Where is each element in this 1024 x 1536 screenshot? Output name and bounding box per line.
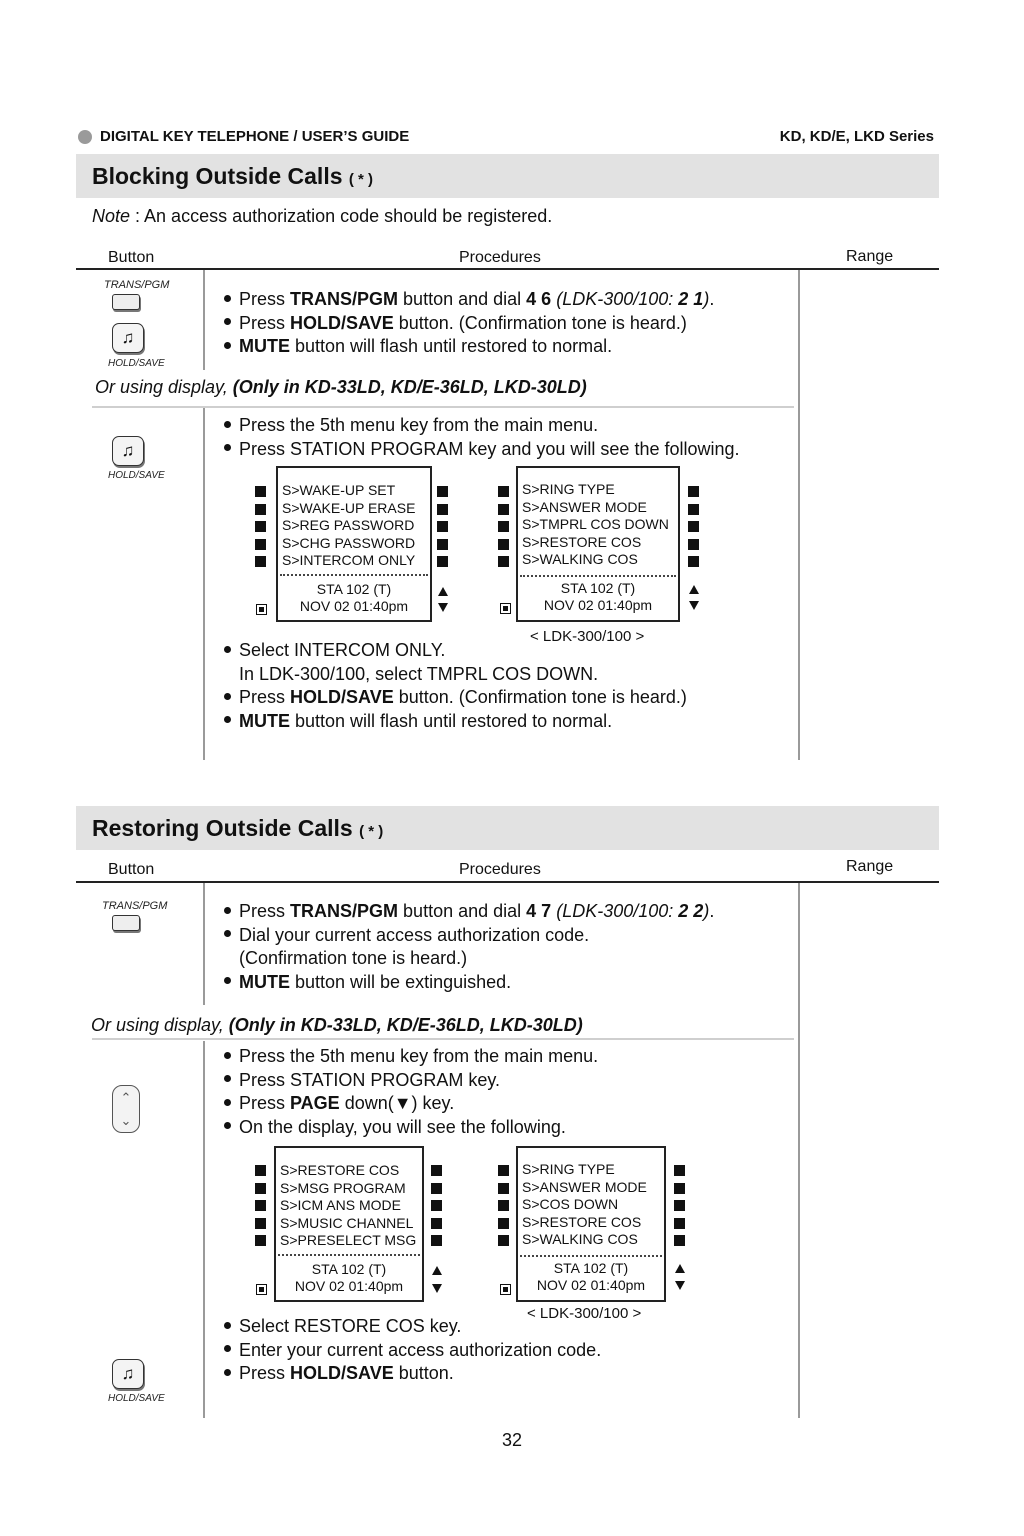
menu-key-icon	[498, 521, 509, 532]
scroll-up-icon	[689, 585, 699, 594]
lcd-line: S>ICM ANS MODE	[280, 1197, 401, 1214]
menu-key-icon	[431, 1183, 442, 1194]
trans-pgm-key-icon	[112, 294, 140, 310]
menu-keys-left	[498, 1165, 509, 1246]
lcd-display-ldk	[516, 466, 680, 622]
scroll-down-icon	[438, 603, 448, 612]
column-divider	[798, 883, 800, 1418]
lcd-display	[276, 466, 432, 622]
menu-key-icon	[674, 1165, 685, 1176]
step-item: Press PAGE down(▼) key.	[224, 1092, 598, 1116]
step-item: Enter your current access authorization code.	[224, 1339, 601, 1363]
step-item-note: (Confirmation tone is heard.)	[239, 948, 468, 968]
step-item: Press HOLD/SAVE button. (Confirmation tone is heard.)	[224, 686, 687, 710]
lcd-line: S>WALKING COS	[522, 551, 638, 568]
page-number: 32	[501, 1430, 523, 1450]
lcd-datetime: NOV 02 01:40pm	[536, 1276, 646, 1293]
procedure-steps	[224, 1315, 601, 1386]
step-item: Press the 5th menu key from the main menu.	[224, 1045, 598, 1069]
column-divider	[203, 1041, 205, 1418]
menu-key-icon	[431, 1218, 442, 1229]
lcd-line: S>RESTORE COS	[522, 533, 642, 550]
lcd-status: STA 102 (T)	[553, 1259, 629, 1276]
step-item: Press TRANS/PGM button and dial 4 6 (LDK-300/100: 2 1).	[224, 288, 714, 312]
lcd-display	[274, 1146, 424, 1302]
mode-key-icon	[500, 603, 511, 614]
menu-key-icon	[674, 1235, 685, 1246]
lcd-datetime: NOV 02 01:40pm	[299, 597, 409, 614]
trans-pgm-key-icon	[112, 915, 140, 931]
menu-key-icon	[688, 539, 699, 550]
step-item: Select INTERCOM ONLY.	[224, 639, 687, 663]
series-label: KD, KD/E, LKD Series	[779, 128, 934, 145]
step-item: Select RESTORE COS key.	[224, 1315, 601, 1339]
procedure-steps	[224, 900, 714, 994]
menu-key-icon	[255, 1218, 266, 1229]
menu-key-icon	[255, 556, 266, 567]
lcd-line: S>ANSWER MODE	[522, 498, 647, 515]
bullet-circle-icon	[78, 130, 92, 144]
menu-key-icon	[255, 1165, 266, 1176]
menu-keys-left	[255, 1165, 266, 1246]
step-item: MUTE button will flash until restored to normal.	[224, 335, 714, 359]
procedure-steps	[224, 288, 714, 359]
menu-key-icon	[437, 556, 448, 567]
menu-key-icon	[255, 521, 266, 532]
mode-key-icon	[500, 1284, 511, 1295]
hold-save-key-label: HOLD/SAVE	[108, 1393, 165, 1404]
menu-keys-left	[498, 486, 509, 567]
menu-key-icon	[498, 1200, 509, 1211]
lcd-status: STA 102 (T)	[316, 580, 392, 597]
lcd-status: STA 102 (T)	[311, 1260, 387, 1277]
lcd-line: S>WAKE-UP SET	[282, 482, 396, 498]
lcd-line: S>ANSWER MODE	[522, 1178, 647, 1195]
menu-key-icon	[688, 504, 699, 515]
procedure-steps	[224, 414, 740, 461]
lcd-line: S>WAKE-UP ERASE	[282, 499, 416, 516]
menu-key-icon	[255, 1200, 266, 1211]
column-header-range: Range	[846, 858, 894, 875]
note: Note : An access authorization code should be registered.	[92, 206, 553, 226]
lcd-line: S>PRESELECT MSG	[280, 1232, 417, 1249]
lcd-line: S>MSG PROGRAM	[280, 1179, 406, 1196]
menu-key-icon	[437, 539, 448, 550]
menu-keys-right	[688, 486, 699, 567]
lcd-line: S>RESTORE COS	[522, 1213, 642, 1230]
step-item: Press STATION PROGRAM key.	[224, 1069, 598, 1093]
lcd-line: S>RING TYPE	[522, 1161, 615, 1177]
mode-key-icon	[256, 1284, 267, 1295]
column-divider	[203, 883, 205, 1005]
menu-key-icon	[437, 504, 448, 515]
menu-key-icon	[498, 539, 509, 550]
menu-key-icon	[688, 486, 699, 497]
lcd-line: S>TMPRL COS DOWN	[522, 516, 669, 533]
lcd-line: S>CHG PASSWORD	[282, 534, 416, 551]
hold-save-key-label: HOLD/SAVE	[108, 358, 165, 369]
menu-key-icon	[255, 486, 266, 497]
menu-key-icon	[688, 521, 699, 532]
step-item: Press HOLD/SAVE button.	[224, 1362, 601, 1386]
menu-key-icon	[498, 486, 509, 497]
page-key-icon: ⌃ ⌄	[112, 1085, 140, 1133]
lcd-status: STA 102 (T)	[560, 579, 636, 596]
lcd-datetime: NOV 02 01:40pm	[294, 1277, 404, 1294]
trans-pgm-key-label: TRANS/PGM	[104, 279, 170, 291]
scroll-down-icon	[689, 601, 699, 610]
lcd-datetime: NOV 02 01:40pm	[543, 596, 653, 613]
subsection-rule	[92, 406, 794, 408]
menu-key-icon	[498, 504, 509, 515]
step-item: Press the 5th menu key from the main menu.	[224, 414, 740, 438]
scroll-down-icon	[432, 1284, 442, 1293]
section-title-restoring: Restoring Outside Calls ( * )	[92, 815, 384, 841]
scroll-up-icon	[432, 1266, 442, 1275]
subsection-rule	[92, 1038, 794, 1040]
menu-key-icon	[437, 521, 448, 532]
menu-key-icon	[688, 556, 699, 567]
lcd-line: S>COS DOWN	[522, 1196, 619, 1213]
hold-save-key-icon: ♫	[112, 1359, 144, 1389]
section-title-blocking: Blocking Outside Calls ( * )	[92, 163, 374, 189]
step-item: Press STATION PROGRAM key and you will see the following.	[224, 438, 740, 462]
scroll-down-icon	[675, 1281, 685, 1290]
column-divider	[203, 270, 205, 370]
column-header-range: Range	[846, 248, 894, 265]
lcd-display-ldk	[516, 1146, 666, 1302]
step-item: Press TRANS/PGM button and dial 4 7 (LDK-300/100: 2 2).	[224, 900, 714, 924]
mode-key-icon	[256, 604, 267, 615]
column-header-procedures: Procedures	[459, 249, 541, 266]
menu-key-icon	[255, 539, 266, 550]
menu-key-icon	[498, 556, 509, 567]
menu-key-icon	[674, 1200, 685, 1211]
procedure-steps	[224, 639, 687, 733]
menu-key-icon	[255, 504, 266, 515]
table-header-rule	[76, 268, 939, 270]
guide-header	[78, 128, 409, 145]
lcd-line: S>RING TYPE	[522, 481, 615, 497]
trans-pgm-key-label: TRANS/PGM	[102, 900, 168, 912]
menu-key-icon	[498, 1183, 509, 1194]
column-header-button: Button	[108, 861, 155, 878]
or-using-display: Or using display, (Only in KD-33LD, KD/E-36LD, LKD-30LD)	[95, 377, 587, 397]
guide-title: DIGITAL KEY TELEPHONE / USER’S GUIDE	[100, 128, 410, 145]
step-item: MUTE button will flash until restored to normal.	[224, 710, 687, 734]
column-divider	[798, 270, 800, 760]
lcd-line: S>INTERCOM ONLY	[282, 552, 416, 569]
column-divider	[203, 408, 205, 760]
menu-key-icon	[498, 1165, 509, 1176]
lcd-line: S>MUSIC CHANNEL	[280, 1214, 414, 1231]
or-using-display: Or using display, (Only in KD-33LD, KD/E-36LD, LKD-30LD)	[91, 1015, 583, 1035]
menu-key-icon	[431, 1200, 442, 1211]
step-item-note: In LDK-300/100, select TMPRL COS DOWN.	[239, 663, 599, 684]
column-header-button: Button	[108, 249, 155, 266]
menu-keys-right	[437, 486, 448, 567]
scroll-up-icon	[438, 587, 448, 596]
table-header-rule	[76, 881, 939, 883]
menu-keys-right	[674, 1165, 685, 1246]
step-item: MUTE button will be extinguished.	[224, 971, 714, 995]
menu-key-icon	[498, 1218, 509, 1229]
menu-key-icon	[437, 486, 448, 497]
menu-key-icon	[431, 1235, 442, 1246]
hold-save-key-label: HOLD/SAVE	[108, 470, 165, 481]
step-item: On the display, you will see the following.	[224, 1116, 598, 1140]
step-item: Press HOLD/SAVE button. (Confirmation tone is heard.)	[224, 312, 714, 336]
lcd-line: S>WALKING COS	[522, 1231, 638, 1248]
ldk-caption: < LDK-300/100 >	[527, 1305, 642, 1322]
menu-key-icon	[255, 1235, 266, 1246]
menu-key-icon	[674, 1218, 685, 1229]
lcd-line: S>REG PASSWORD	[282, 517, 415, 534]
ldk-caption: < LDK-300/100 >	[530, 628, 645, 645]
hold-save-key-icon: ♫	[112, 323, 144, 353]
menu-key-icon	[431, 1165, 442, 1176]
menu-key-icon	[674, 1183, 685, 1194]
hold-save-key-icon: ♫	[112, 436, 144, 466]
menu-keys-left	[255, 486, 266, 567]
menu-key-icon	[255, 1183, 266, 1194]
scroll-up-icon	[675, 1264, 685, 1273]
step-item: Dial your current access authorization code.	[224, 924, 714, 948]
menu-key-icon	[498, 1235, 509, 1246]
menu-keys-right	[431, 1165, 442, 1246]
lcd-line: S>RESTORE COS	[280, 1162, 400, 1178]
column-header-procedures: Procedures	[459, 861, 541, 878]
procedure-steps	[224, 1045, 598, 1139]
